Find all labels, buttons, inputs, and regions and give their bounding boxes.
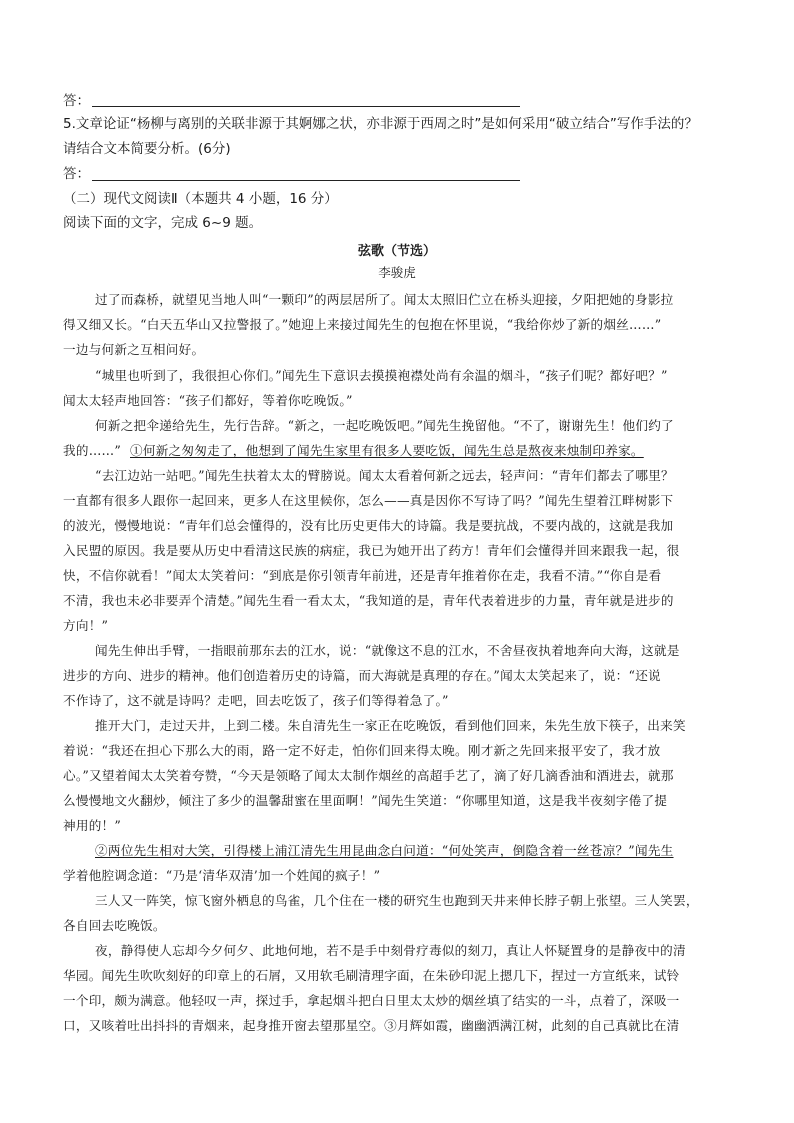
article-line: 各自回去吃晚饭。	[63, 918, 166, 933]
article-line: 口，又咳着吐出抖抖的青烟来，起身推开窗去望那星空。③月辉如霞，幽幽洒满江树，此刻的自己真就比在清	[63, 1018, 680, 1033]
article-line: 入民盟的原因。我是要从历史中看清这民族的病症，我已为她开出了药方！青年们会懂得并回来跟我一起，很	[63, 543, 680, 558]
article-title: 弦歌（节选）	[357, 244, 436, 259]
question5-line2: 请结合文本简要分析。(6分)	[63, 141, 231, 157]
article-line: “城里也听到了，我很担心你们。”闻先生下意识去摸摸袍襟处尚有余温的烟斗，“孩子们呢？都好吧？”	[95, 368, 668, 383]
underlined-sentence-1: ①何新之匆匆走了，他想到了闻先生家里有很多人要吃饭，闻先生总是熬夜来烛制印养家。	[130, 443, 644, 458]
article-line: 我的……”	[63, 443, 122, 458]
article-line: 不清，我也未必非要弄个清楚。”闻先生看一看太太，“我知道的是，青年代表着进步的力量，青年就是进步的	[63, 593, 674, 608]
article-line: 着说：“我还在担心下那么大的雨，路一定不好走，怕你们回来得太晚。刚才新之先回来报平安了，我才放	[63, 743, 661, 758]
article-line: “去江边站一站吧。”闻先生扶着太太的臂膀说。闻太太看着何新之远去，轻声问：“青年们都去了哪里？	[95, 468, 674, 483]
article-line: 一直都有很多人跟你一起回来，更多人在这里候你，怎么——真是因你不写诗了吗？”闻先生望着江畔树影下	[63, 493, 674, 508]
article-line-underlined	[130, 441, 644, 461]
question5-line1: 5.文章论证“杨柳与离别的关联非源于其婀娜之状，亦非源于西周之时”是如何采用“破立结合”写作手法的？	[63, 116, 698, 132]
article-line: 神用的！”	[63, 818, 122, 833]
article-line: 进步的方向、进步的精神。他们创造着历史的诗篇，而大海就是真理的存在。”闻太太笑起来了，说：“还说	[63, 668, 661, 683]
underlined-sentence-2: ②两位先生相对大笑，引得楼上浦江清先生用昆曲念白问道：“何处笑声，倒隐含着一丝苍凉？”闻先生	[95, 843, 674, 858]
article-line: 一个印，颇为满意。他轻叹一声，探过手，拿起烟斗把白日里太太炒的烟丝填了结实的一斗，点着了，深吸一	[63, 993, 680, 1008]
article-line: 何新之把伞递给先生，先行告辞。“新之，一起吃晚饭吧。”闻先生挽留他。“不了，谢谢先生！他们约了	[95, 418, 674, 433]
article-line: 的波光，慢慢地说：“青年们总会懂得的，没有比历史更伟大的诗篇。我是要抗战，不要内战的，这就是我加	[63, 518, 674, 533]
article-line: 推开大门，走过天井，上到二楼。朱自清先生一家正在吃晚饭，看到他们回来，朱先生放下筷子，出来笑	[95, 718, 686, 733]
article-line: 快，不信你就看！”闻太太笑着问：“到底是你引领青年前进，还是青年推着你在走，我看不清。”“你自是看	[63, 568, 662, 583]
article-line: 一边与何新之互相问好。	[63, 342, 205, 357]
article-line: 闻先生伸出手臂，一指眼前那东去的江水，说：“就像这不息的江水，不舍昼夜执着地奔向大海，这就是	[95, 643, 680, 658]
article-line: 不作诗了，这不就是诗吗？走吧，回去吃饭了，孩子们等得着急了。”	[63, 693, 449, 708]
article-line: 华园。闻先生吹吹刻好的印章上的石屑，又用软毛刷清理字面，在朱砂印泥上摁几下，捏过一方宣纸来，试铃	[63, 968, 680, 983]
answer-blank-2[interactable]	[92, 180, 520, 181]
answer-label-2: 答：	[63, 166, 90, 182]
article-author: 李骏虎	[378, 265, 416, 280]
article-line: 方向！”	[63, 618, 109, 633]
article-line-underlined	[95, 841, 674, 861]
article-line: 三人又一阵笑，惊飞窗外栖息的鸟雀，几个住在一楼的研究生也跑到天井来伸长脖子朝上张望。三人笑罢，	[95, 893, 699, 908]
answer-label-1: 答：	[63, 93, 90, 109]
section-heading: （二）现代文阅读Ⅱ（本题共 4 小题，16 分）	[63, 191, 338, 207]
article-line: 闻太太轻声地回答：“孩子们都好，等着你吃晚饭。”	[63, 393, 353, 408]
article-line: 学着他腔调念道：“乃是‘清华双清’加一个姓闻的疯子！”	[63, 868, 381, 883]
section-instruction: 阅读下面的文字，完成 6~9 题。	[63, 215, 263, 231]
article-line: 心。”又望着闻太太笑着夸赞，“今天是领略了闻太太制作烟丝的高超手艺了，滴了好几滴香油和酒进去，就那	[63, 768, 674, 783]
answer-blank-1[interactable]	[92, 106, 520, 107]
article-line: 么慢慢地文火翻炒，倾注了多少的温馨甜蜜在里面啊！”闻先生笑道：“你哪里知道，这是我半夜刻字倦了提	[63, 793, 668, 808]
article-line: 得又细又长。“白天五华山又拉警报了。”她迎上来接过闻先生的包抱在怀里说，“我给你炒了新的烟丝……”	[63, 317, 662, 332]
article-line: 夜，静得使人忘却今夕何夕、此地何地，若不是手中刻骨疗毒似的刻刀，真让人怀疑置身的是静夜中的清	[95, 943, 686, 958]
article-line: 过了而森桥，就望见当地人叫“一颗印”的两层居所了。闻太太照旧伫立在桥头迎接，夕阳把她的身影拉	[95, 292, 674, 307]
